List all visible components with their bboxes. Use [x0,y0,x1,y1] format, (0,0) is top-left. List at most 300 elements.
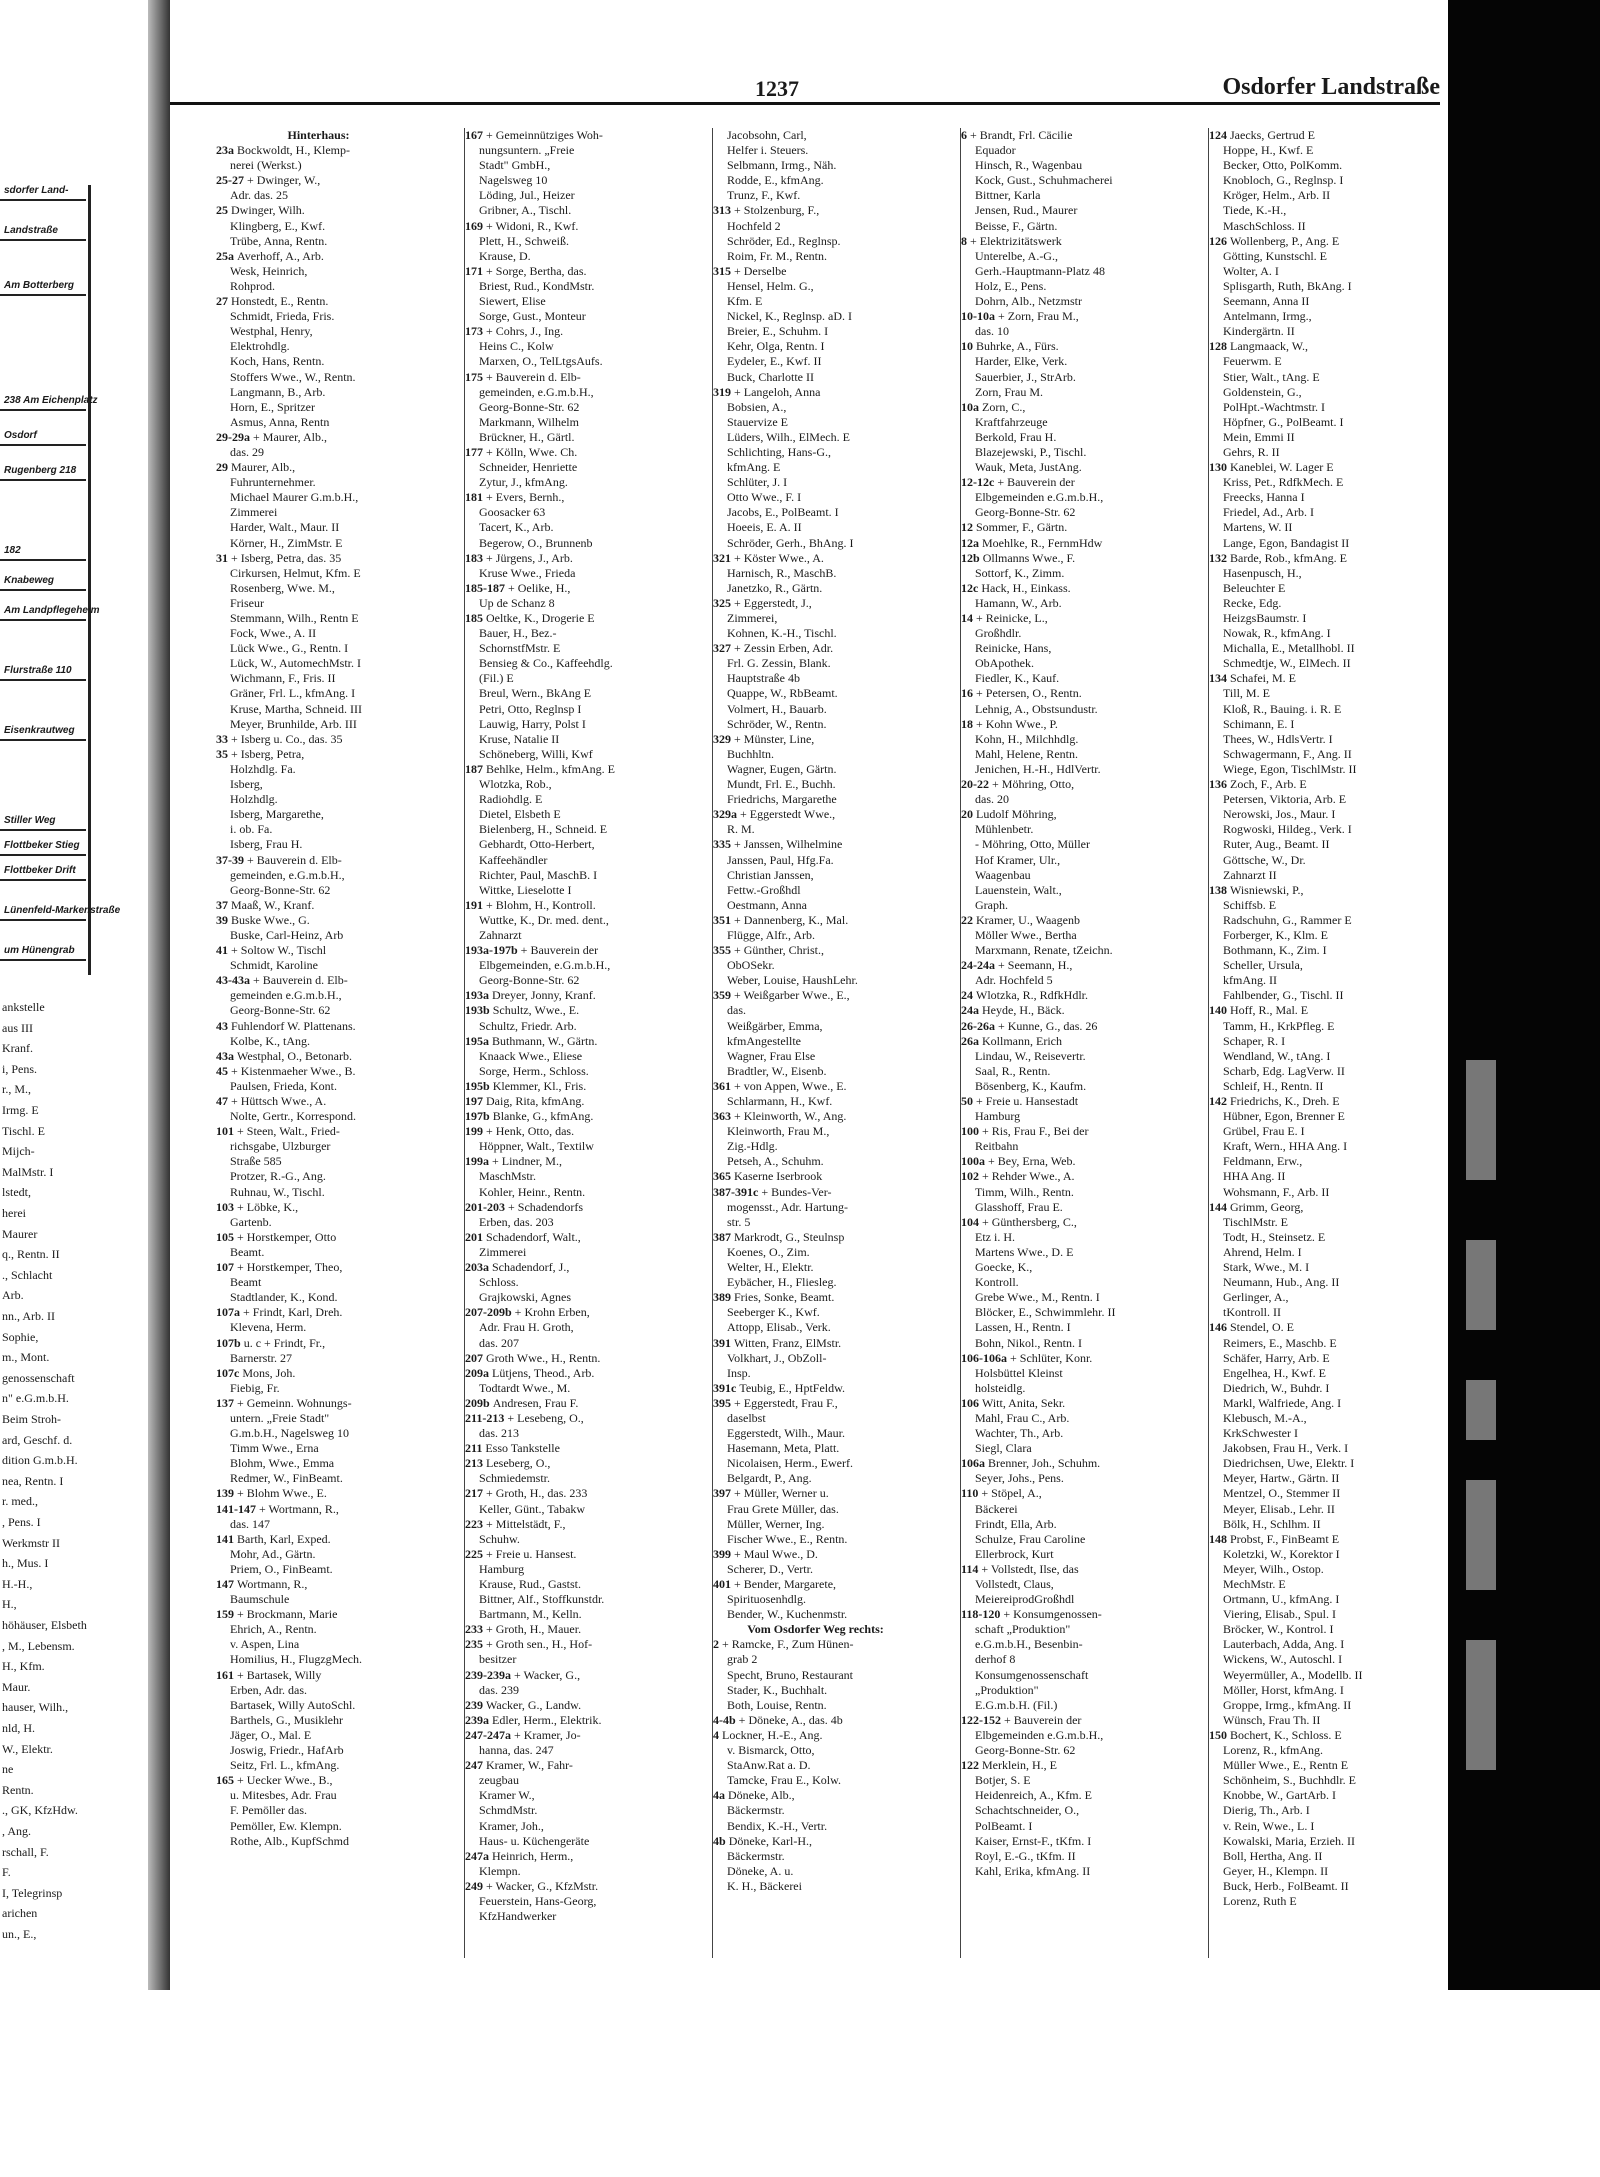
directory-column-5 [1208,128,1414,1958]
directory-entry: Rogwoski, Hildeg., Verk. I [1223,822,1352,837]
text-fragment: r. med., [2,1494,38,1509]
directory-entry: 12a Moehlke, R., FernmHdw [961,535,1103,550]
directory-entry: 23a Bockwoldt, H., Klemp- [216,143,350,158]
directory-entry: 141-147 + Wortmann, R., [216,1501,339,1516]
directory-entry: Bartasek, Willy AutoSchl. [230,1697,356,1712]
directory-entry: Wagner, Frau Else [727,1048,816,1063]
directory-entry: Plett, H., Schweiß. [479,233,569,248]
directory-entry: 39 Buske Wwe., G. [216,912,310,927]
directory-entry: Flügge, Alfr., Arb. [727,927,816,942]
directory-entry: 12c Hack, H., Einkass. [961,580,1071,595]
directory-entry: Horn, E., Spritzer [230,399,315,414]
directory-entry: Erben, das. 203 [479,1214,554,1229]
directory-entry: Petersen, Viktoria, Arb. E [1223,792,1347,807]
directory-entry: Wichmann, F., Fris. II [230,671,336,686]
directory-entry: Glasshoff, Frau E. [975,1199,1063,1214]
directory-columns [216,128,1456,1958]
map-street-line [0,239,86,241]
directory-entry: 148 Probst, F., FinBeamt E [1209,1531,1340,1546]
directory-entry: Harder, Walt., Maur. II [230,520,340,535]
map-street-line [0,679,86,681]
text-fragment: nld, H. [2,1721,35,1735]
directory-entry: 147 Wortmann, R., [216,1577,308,1591]
directory-entry: 183 + Jürgens, J., Arb. [465,550,573,565]
text-fragment: ., Schlacht [2,1267,53,1282]
directory-entry: 12-12c + Bauverein der [961,475,1075,490]
directory-entry: Ehrich, A., Rentn. [230,1622,317,1637]
directory-entry: Saal, R., Rentn. [975,1063,1051,1078]
directory-entry: Todt, H., Steinsetz. E [1223,1229,1326,1244]
directory-entry: Feuerwm. E [1223,354,1282,369]
directory-entry: Zorn, Frau M. [975,384,1043,399]
directory-entry: Martens Wwe., D. E [975,1244,1074,1259]
directory-entry: Stauervize E [727,414,788,429]
text-fragment: hauser, Wilh., [2,1700,69,1715]
directory-entry: Trunz, F., Kwf. [727,188,801,203]
directory-entry: 397 + Müller, Werner u. [713,1486,829,1501]
directory-entry: Nagelsweg 10 [479,173,548,188]
directory-entry: Forberger, K., Klm. E [1223,927,1328,942]
directory-entry: Waagenbau [975,867,1031,882]
page-header [170,70,1440,105]
directory-entry: Lassen, H., Rentn. I [975,1320,1071,1335]
text-fragment: n" e.G.m.b.H. [2,1391,69,1406]
directory-entry: Hamburg [479,1561,525,1576]
directory-entry: Gerlinger, A., [1223,1290,1289,1305]
directory-entry: Müller Wwe., E., Rentn E [1223,1758,1349,1773]
text-fragment: , M., Lebensm. [2,1638,75,1653]
directory-entry: Erben, Adr. das. [230,1682,307,1697]
directory-entry: Ahrend, Helm. I [1223,1244,1302,1259]
directory-entry: Krause, Rud., Gastst. [479,1577,581,1591]
directory-entry: 128 Langmaack, W., [1209,339,1308,354]
directory-entry: 233 + Groth, H., Mauer. [465,1622,582,1637]
directory-entry: Döneke, A. u. [727,1863,794,1878]
directory-entry: Wlotzka, Rob., [479,777,552,792]
directory-entry: Schönheim, S., Buchhdlr. E [1223,1773,1356,1788]
directory-entry: Hamann, W., Arb. [975,595,1062,610]
directory-entry: Kröger, Helm., Arb. II [1223,188,1331,203]
directory-entry: Barthels, G., Musiklehr [230,1712,343,1727]
directory-entry: 319 + Langeloh, Anna [713,384,821,399]
directory-entry: Eydeler, E., Kwf. II [727,354,822,369]
directory-entry: Beamt [230,1275,262,1290]
directory-entry: Knobloch, G., Reglnsp. I [1223,173,1344,188]
directory-entry: Rosenberg, Wwe. M., [230,580,335,595]
directory-entry: Tamm, H., KrkPfleg. E [1223,1018,1335,1033]
directory-entry: Kindergärtn. II [1223,324,1295,339]
directory-entry: Engelhea, H., Kwf. E [1223,1365,1326,1380]
directory-entry: 33 + Isberg u. Co., das. 35 [216,731,343,746]
directory-entry: 185-187 + Oelike, H., [465,580,571,595]
directory-entry: Schimann, E. I [1223,716,1295,731]
directory-entry: Todtardt Wwe., M. [479,1380,571,1395]
directory-entry: 141 Barth, Karl, Exped. [216,1531,331,1546]
directory-entry: i. ob. Fa. [230,822,273,837]
directory-entry: Ellerbrock, Kurt [975,1546,1054,1561]
directory-entry: 239 Wacker, G., Landw. [465,1697,582,1712]
directory-entry: 195b Klemmer, Kl., Fris. [465,1078,587,1093]
directory-entry: Kahl, Erika, kfmAng. II [975,1863,1091,1878]
directory-entry: Eybächer, H., Fliesleg. [727,1275,837,1290]
directory-entry: das. 29 [230,444,264,459]
directory-entry: Vollstedt, Claus, [975,1577,1054,1591]
directory-entry: 401 + Bender, Margarete, [713,1577,837,1591]
directory-entry: 175 + Bauverein d. Elb- [465,369,581,384]
directory-entry: 329 + Münster, Line, [713,731,815,746]
directory-entry: Breier, E., Schuhm. I [727,324,829,339]
directory-entry: v. Bismarck, Otto, [727,1743,815,1758]
directory-entry: 104 + Günthersberg, C., [961,1214,1077,1229]
directory-entry: HeizgsBaumstr. I [1223,611,1307,625]
directory-entry: 239a Edler, Herm., Elektrik. [465,1712,602,1727]
directory-entry: 43a Westphal, O., Betonarb. [216,1048,353,1063]
directory-entry: Hübner, Egon, Brenner E [1223,1109,1345,1124]
directory-entry: Elbgemeinden e.G.m.b.H., [975,490,1104,505]
map-street-line [0,879,86,881]
directory-entry: 351 + Dannenberg, K., Mal. [713,912,849,927]
directory-entry: Otto Wwe., F. I [727,490,802,505]
directory-entry: „Produktion" [975,1682,1039,1697]
directory-column-1 [216,128,421,1958]
directory-entry: Stark, Wwe., M. I [1223,1260,1310,1275]
directory-entry: Weyermüller, A., Modellb. II [1223,1667,1363,1682]
directory-entry: Equador [975,143,1016,158]
directory-entry: Grebe Wwe., M., Rentn. I [975,1290,1100,1305]
directory-entry: 4-4b + Döneke, A., das. 4b [713,1712,843,1727]
directory-entry: Paulsen, Frieda, Kont. [230,1078,337,1093]
directory-entry: Bäckermstr. [727,1848,785,1863]
directory-entry: Homilius, H., FlugzgMech. [230,1652,362,1667]
directory-entry: 4b Döneke, Karl-H., [713,1833,812,1848]
directory-entry: Mohr, Ad., Gärtn. [230,1546,316,1561]
edge-mark [1466,1380,1496,1440]
directory-entry: Georg-Bonne-Str. 62 [479,399,580,414]
directory-entry: Schulze, Frau Caroline [975,1531,1086,1546]
directory-entry: 146 Stendel, O. E [1209,1320,1294,1335]
directory-entry: Kock, Gust., Schuhmacherei [975,173,1113,188]
directory-entry: Kraftfahrzeuge [975,414,1048,429]
directory-entry: Fettw.-Großhdl [727,882,801,897]
directory-entry: Fischer Wwe., E., Rentn. [727,1531,848,1546]
directory-entry: E.G.m.b.H. (Fil.) [975,1697,1058,1712]
directory-entry: 225 + Freie u. Hansest. [465,1546,577,1561]
directory-entry: Tacert, K., Arb. [479,520,554,535]
directory-entry: 169 + Widoni, R., Kwf. [465,218,579,233]
directory-entry: 10-10a + Zorn, Frau M., [961,309,1079,324]
directory-entry: MechMstr. E [1223,1577,1286,1591]
directory-entry: Holz, E., Pens. [975,278,1047,293]
directory-entry: Zimmerei [479,1244,527,1259]
directory-entry: Möller Wwe., Bertha [975,927,1077,942]
directory-entry: Koenes, O., Zim. [727,1244,810,1259]
directory-entry: Grübel, Frau E. I [1223,1124,1305,1139]
text-fragment: ., GK, KfzHdw. [2,1803,78,1818]
map-street-label: Osdorf [4,430,37,441]
directory-entry: Geyer, H., Klempn. II [1223,1863,1329,1878]
directory-entry: Reimers, E., Maschb. E [1223,1335,1337,1350]
directory-entry: Holzhdlg. Fa. [230,761,296,776]
directory-entry: Klevena, Herm. [230,1320,307,1335]
directory-entry: Recke, Edg. [1223,595,1282,610]
directory-entry: Pemöller, Ew. Klempn. [230,1818,342,1833]
directory-entry: Mentzel, O., Stemmer II [1223,1486,1341,1501]
text-fragment: un., E., [2,1927,37,1941]
directory-entry: Wiege, Egon, TischlMstr. II [1223,761,1357,776]
directory-entry: Kraft, Wern., HHA Ang. I [1223,1139,1348,1154]
directory-entry: 399 + Maul Wwe., D. [713,1546,818,1561]
directory-entry: richsgabe, Ulzburger [230,1139,331,1154]
map-street-label: Flurstraße 110 [4,665,72,676]
directory-entry: 139 + Blohm Wwe., E. [216,1486,327,1501]
directory-entry: Löding, Jul., Heizer [479,188,575,203]
directory-entry: Zahnarzt [479,927,522,942]
directory-entry: Martens, W. II [1223,520,1293,535]
directory-entry: Westphal, Henry, [230,324,313,339]
text-fragment: H., Kfm. [2,1659,45,1674]
directory-entry: Müller, Werner, Ing. [727,1516,825,1531]
directory-entry: Fahlbender, G., Tischl. II [1223,988,1344,1003]
directory-entry: Bäckerei [975,1501,1018,1516]
directory-entry: Lück, W., AutomechMstr. I [230,656,361,671]
directory-entry: 122 Merklein, H., E [961,1758,1057,1773]
directory-entry: Wesk, Heinrich, [230,263,308,278]
directory-entry: Frindt, Ella, Arb. [975,1516,1057,1531]
directory-entry: 114 + Vollstedt, Ilse, das [961,1561,1079,1576]
directory-entry: hanna, das. 247 [479,1743,554,1758]
edge-mark [1466,1480,1496,1590]
directory-entry: 387-391c + Bundes-Ver- [713,1184,832,1199]
directory-entry: Gebhardt, Otto-Herbert, [479,837,595,852]
directory-entry: Briest, Rud., KondMstr. [479,278,595,293]
directory-entry: Feuerstein, Hans-Georg, [479,1893,597,1908]
text-fragment: Arb. [2,1288,24,1303]
map-street-label: 238 Am Eichenplatz [4,395,98,406]
directory-entry: Lehnig, A., Obstsundustr. [975,701,1098,716]
directory-entry: Bösenberg, K., Kaufm. [975,1078,1087,1093]
directory-entry: Bartmann, M., Kelln. [479,1607,582,1622]
directory-entry: 173 + Cohrs, J., Ing. [465,324,564,339]
directory-entry: Nickel, K., Reglnsp. aD. I [727,309,852,324]
edge-mark [1466,1240,1496,1330]
text-fragment: I, Telegrinsp [2,1885,63,1900]
blank-below-page [0,1990,1600,2177]
directory-entry: Großhdlr. [975,626,1022,641]
directory-entry: Bäckermstr. [727,1803,785,1818]
text-fragment: h., Mus. I [2,1556,49,1571]
directory-entry: Wendland, W., tAng. I [1223,1048,1331,1063]
directory-entry: Hoppe, H., Kwf. E [1223,143,1314,158]
directory-entry: 29 Maurer, Alb., [216,460,296,475]
directory-entry: 106 Witt, Anita, Sekr. [961,1395,1066,1410]
directory-entry: Schäfer, Harry, Arb. E [1223,1350,1330,1365]
directory-entry: 24 Wlotzka, R., RdfkHdlr. [961,988,1088,1003]
directory-entry: 45 + Kistenmaeher Wwe., B. [216,1063,356,1078]
directory-entry: v. Rein, Wwe., L. I [1223,1818,1315,1833]
directory-entry: 181 + Evers, Bernh., [465,490,565,505]
directory-entry: Schmidt, Karoline [230,958,318,973]
directory-entry: Götting, Kunstschl. E [1223,248,1327,263]
directory-entry: 103 + Löbke, K., [216,1199,299,1214]
text-fragment: MalMstr. I [2,1164,54,1179]
directory-entry: holsteidlg. [975,1380,1026,1395]
directory-entry: Sottorf, K., Zimm. [975,565,1065,580]
directory-entry: 10 Buhrke, A., Fürs. [961,339,1059,354]
directory-entry: 26a Kollmann, Erich [961,1033,1062,1048]
directory-entry: Adr. Frau H. Groth, [479,1320,574,1335]
directory-entry: 107c Mons, Joh. [216,1365,296,1380]
directory-entry: Boll, Hertha, Ang. II [1223,1848,1323,1863]
directory-entry: Buchhltn. [727,746,774,761]
directory-entry: 247 Kramer, W., Fahr- [465,1758,573,1773]
directory-entry: Attopp, Elisab., Verk. [727,1320,831,1335]
directory-entry: Sorge, Herm., Schloss. [479,1063,589,1078]
directory-entry: 126 Wollenberg, P., Ang. E [1209,233,1340,248]
directory-entry: Volkhart, J., ObZoll- [727,1350,827,1365]
directory-entry: untern. „Freie Stadt" [230,1410,330,1425]
book-gutter-shadow [148,0,170,1990]
directory-entry: Wickens, W., Autoschl. I [1223,1652,1343,1667]
directory-entry: 193a-197b + Bauverein der [465,943,599,958]
text-fragment: Kranf. [2,1041,33,1056]
directory-entry: Scharb, Edg. LagVerw. II [1223,1063,1345,1078]
map-street-line [0,444,86,446]
directory-entry: Zimmerei [230,505,278,520]
directory-entry: Meyer, Wilh., Ostop. [1223,1561,1324,1576]
directory-entry: mogensst., Adr. Hartung- [727,1199,848,1214]
directory-entry: 22 Kramer, U., Waagenb [961,912,1080,927]
directory-entry: das. 207 [479,1335,519,1350]
directory-column-3 [712,128,918,1958]
directory-entry: Klingberg, E., Kwf. [230,218,326,233]
map-street-line [0,854,86,856]
directory-entry: Beamt. [230,1244,265,1259]
directory-entry: 101 + Steen, Walt., Fried- [216,1124,340,1139]
text-fragment: Beim Stroh- [2,1412,61,1426]
directory-entry: 118-120 + Konsumgenossen- [961,1607,1102,1622]
map-street-label: 182 [4,545,21,556]
directory-entry: grab 2 [727,1652,758,1667]
directory-entry: Unterelbe, A.-G., [975,248,1058,263]
map-street-line [0,479,86,481]
directory-entry: Blohm, Wwe., Emma [230,1456,335,1471]
directory-entry: Schlüter, J. I [727,475,788,490]
directory-entry: 203a Schadendorf, J., [465,1260,570,1275]
directory-entry: Kruse Wwe., Frieda [479,565,576,580]
directory-entry: Bittner, Alf., Stoffkunstdr. [479,1592,605,1607]
section-heading: Vom Osdorfer Weg rechts: [747,1622,884,1637]
directory-entry: Kruse, Natalie II [479,731,560,746]
text-fragment: dition G.m.b.H. [2,1453,78,1468]
directory-entry: 122-152 + Bauverein der [961,1712,1082,1727]
directory-entry: Bauer, H., Bez.- [479,626,557,641]
text-fragment: r., M., [2,1082,32,1097]
directory-entry: 325 + Eggerstedt, J., [713,595,812,610]
directory-entry: kfmAngestellte [727,1033,801,1048]
directory-entry: Elektrohdlg. [230,339,290,354]
directory-entry: Till, M. E [1223,686,1270,701]
directory-entry: 391 Witten, Franz, ElMstr. [713,1335,842,1350]
directory-entry: Siewert, Elise [479,294,546,309]
directory-entry: Sorge, Gust., Monteur [479,309,586,324]
page-number: 1237 [755,76,799,101]
directory-entry: Bothmann, K., Zim. I [1223,943,1327,958]
directory-entry: 110 + Stöpel, A., [961,1486,1042,1501]
directory-entry: 18 + Kohn Wwe., P. [961,716,1058,731]
directory-entry: Brückner, H., Gärtl. [479,429,575,444]
directory-entry: Bradtler, W., Eisenb. [727,1063,827,1078]
directory-entry: 16 + Petersen, O., Rentn. [961,686,1082,701]
text-fragment: Tischl. E [2,1123,45,1138]
directory-entry: Schultz, Friedr. Arb. [479,1018,577,1033]
directory-entry: Nolte, Gertr., Korrespond. [230,1109,356,1124]
directory-entry: Thees, W., HdlsVertr. I [1223,731,1333,746]
map-street-line [0,829,86,831]
directory-entry: Schloss. [479,1275,519,1290]
directory-entry: Lorenz, Ruth E [1223,1893,1297,1908]
directory-entry: Timm, Wilh., Rentn. [975,1184,1074,1199]
directory-entry: Lauenstein, Walt., [975,882,1062,897]
directory-entry: Graph. [975,897,1008,912]
map-street-label: Am Landpflegeheim [4,605,100,616]
map-street-label: Lünenfeld-Markenstraße [4,905,121,916]
directory-entry: Göttsche, W., Dr. [1223,852,1306,867]
directory-entry: 106a Brenner, Joh., Schuhm. [961,1456,1101,1471]
directory-entry: Wolter, A. I [1223,263,1279,278]
directory-entry: 207 Groth Wwe., H., Rentn. [465,1350,601,1365]
directory-entry: Reinicke, Hans, [975,641,1052,656]
directory-entry: Adr. Hochfeld 5 [975,973,1053,988]
directory-entry: 24a Heyde, H., Bäck. [961,1003,1065,1018]
directory-entry: 47 + Hüttsch Wwe., A. [216,1094,327,1108]
directory-entry: kfmAng. E [727,460,781,475]
map-street-label: Stiller Weg [4,815,56,826]
directory-entry: Stoffers Wwe., W., Rentn. [230,369,356,384]
directory-entry: Hinsch, R., Wagenbau [975,158,1083,173]
directory-entry: 209a Lütjens, Theod., Arb. [465,1365,595,1380]
directory-entry: Goosacker 63 [479,505,546,520]
directory-entry: Dohrn, Alb., Netzmstr [975,294,1082,309]
directory-entry: Up de Schanz 8 [479,595,555,610]
directory-entry: Radiohdlg. E [479,792,543,807]
map-street-line [0,739,86,741]
directory-entry: Beleuchter E [1223,580,1286,595]
directory-entry: Botjer, S. E [975,1773,1031,1788]
directory-entry: Royl, E.-G., tKfm. II [975,1848,1076,1863]
text-fragment: , Pens. I [2,1515,41,1529]
text-fragment: ard, Geschf. d. [2,1432,73,1447]
directory-entry: Grajkowski, Agnes [479,1290,571,1305]
directory-entry: Kohn, H., Milchhdlg. [975,731,1079,746]
text-fragment: Maurer [2,1226,38,1241]
directory-entry: Seeberger K., Kwf. [727,1305,820,1320]
directory-entry: Nerowski, Jos., Maur. I [1223,807,1336,822]
directory-entry: schaft „Produktion" [975,1622,1071,1637]
text-fragment: m., Mont. [2,1350,50,1365]
directory-entry: 395 + Eggerstedt, Frau F., [713,1395,838,1410]
directory-entry: KrkSchwester I [1223,1426,1298,1441]
directory-entry: Hasenpusch, H., [1223,565,1302,580]
directory-entry: das. [727,1003,746,1018]
directory-entry: 132 Barde, Rob., kfmAng. E [1209,550,1347,565]
directory-entry: Cirkursen, Helmut, Kfm. E [230,565,361,580]
directory-entry: Richter, Paul, MaschB. I [479,867,598,882]
directory-entry: Michael Maurer G.m.b.H., [230,490,359,505]
directory-entry: 136 Zoch, F., Arb. E [1209,777,1307,792]
directory-entry: 197b Blanke, G., kfmAng. [465,1109,594,1124]
directory-entry: Kohler, Heinr., Rentn. [479,1184,586,1199]
directory-entry: Lindau, W., Reisevertr. [975,1048,1086,1063]
